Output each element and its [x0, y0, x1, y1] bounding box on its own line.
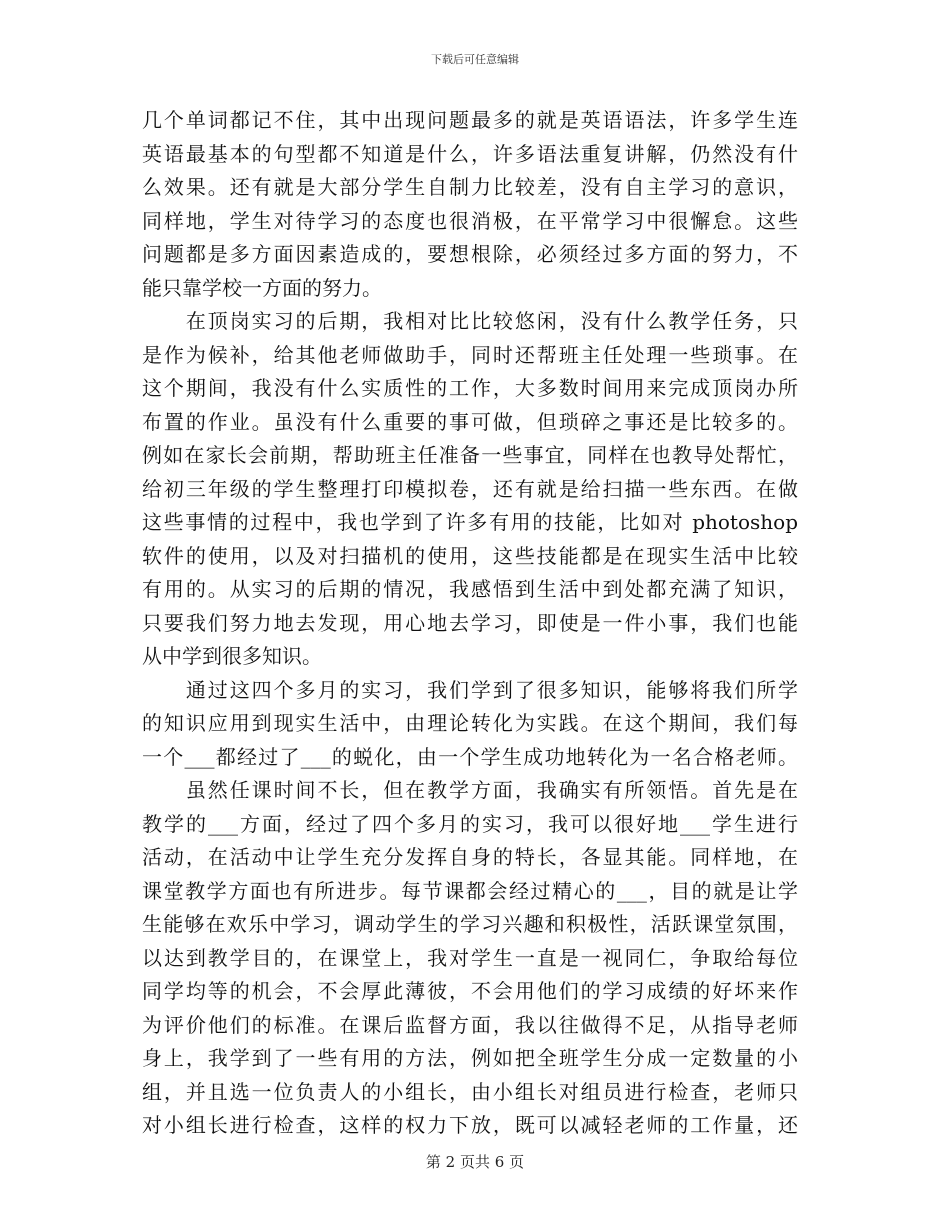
text-line: 能只靠学校一方面的努力。 — [142, 275, 382, 300]
text-line: 通过这四个多月的实习，我们学到了很多知识，能够将我们所学 — [142, 677, 798, 702]
text-line: 这个期间，我没有什么实质性的工作，大多数时间用来完成顶岗办所 — [142, 376, 798, 400]
text-line: 生能够在欢乐中学习，调动学生的学习兴趣和积极性，活跃课堂氛围， — [142, 912, 798, 936]
text-line: 对小组长进行检查，这样的权力下放，既可以减轻老师的工作量，还 — [142, 1113, 798, 1137]
text-line: 么效果。还有就是大部分学生自制力比较差，没有自主学习的意识， — [142, 175, 798, 199]
page-number: 第 2 页共 6 页 — [425, 1153, 525, 1171]
text-line: 布置的作业。虽没有什么重要的事可做，但琐碎之事还是比较多的。 — [142, 409, 798, 434]
text-line: 的知识应用到现实生活中，由理论转化为实践。在这个期间，我们每 — [142, 711, 798, 735]
text-line: 为评价他们的标准。在课后监督方面，我以往做得不足，从指导老师 — [142, 1012, 798, 1037]
page-header: 下载后可任意编辑 — [431, 53, 519, 66]
text-line: 组，并且选一位负责人的小组长，由小组长对组员进行检查，老师只 — [142, 1079, 798, 1104]
text-line: 虽然任课时间不长，但在教学方面，我确实有所领悟。首先是在 — [142, 778, 798, 802]
text-line: 有用的。从实习的后期的情况，我感悟到生活中到处都充满了知识， — [142, 577, 798, 601]
text-line: 是作为候补，给其他老师做助手，同时还帮班主任处理一些琐事。在 — [142, 342, 798, 367]
document-body — [142, 104, 798, 1143]
text-line: 课堂教学方面也有所进步。每节课都会经过精心的___，目的就是让学 — [142, 878, 798, 903]
text-line: 从中学到很多知识。 — [142, 644, 322, 668]
text-line: 以达到教学目的，在课堂上，我对学生一直是一视同仁，争取给每位 — [142, 945, 798, 970]
text-line: 在顶岗实习的后期，我相对比比较悠闲，没有什么教学任务，只 — [142, 309, 798, 333]
text-line: 同样地，学生对待学习的态度也很消极，在平常学习中很懈怠。这些 — [142, 208, 798, 233]
text-line: 一个___都经过了___的蜕化，由一个学生成功地转化为一名合格老师。 — [142, 744, 798, 769]
text-line: 例如在家长会前期，帮助班主任准备一些事宜，同样在也教导处帮忙， — [142, 443, 798, 467]
text-line: 身上，我学到了一些有用的方法，例如把全班学生分成一定数量的小 — [142, 1046, 798, 1070]
text-line: 活动，在活动中让学生充分发挥自身的特长，各显其能。同样地，在 — [142, 845, 798, 869]
text-line: 这些事情的过程中，我也学到了许多有用的技能，比如对 photoshop — [142, 510, 798, 534]
text-line: 教学的___方面，经过了四个多月的实习，我可以很好地___学生进行 — [142, 811, 798, 836]
text-line: 同学均等的机会，不会厚此薄彼，不会用他们的学习成绩的好坏来作 — [142, 979, 798, 1003]
text-line: 英语最基本的句型都不知道是什么，许多语法重复讲解，仍然没有什 — [142, 141, 798, 166]
text-line: 给初三年级的学生整理打印模拟卷，还有就是给扫描一些东西。在做 — [142, 476, 798, 501]
text-line: 只要我们努力地去发现，用心地去学习，即使是一件小事，我们也能 — [142, 610, 798, 635]
text-line: 几个单词都记不住，其中出现问题最多的就是英语语法，许多学生连 — [142, 108, 798, 132]
text-line: 问题都是多方面因素造成的，要想根除，必须经过多方面的努力，不 — [142, 242, 798, 266]
text-line: 软件的使用，以及对扫描机的使用，这些技能都是在现实生活中比较 — [142, 543, 798, 568]
